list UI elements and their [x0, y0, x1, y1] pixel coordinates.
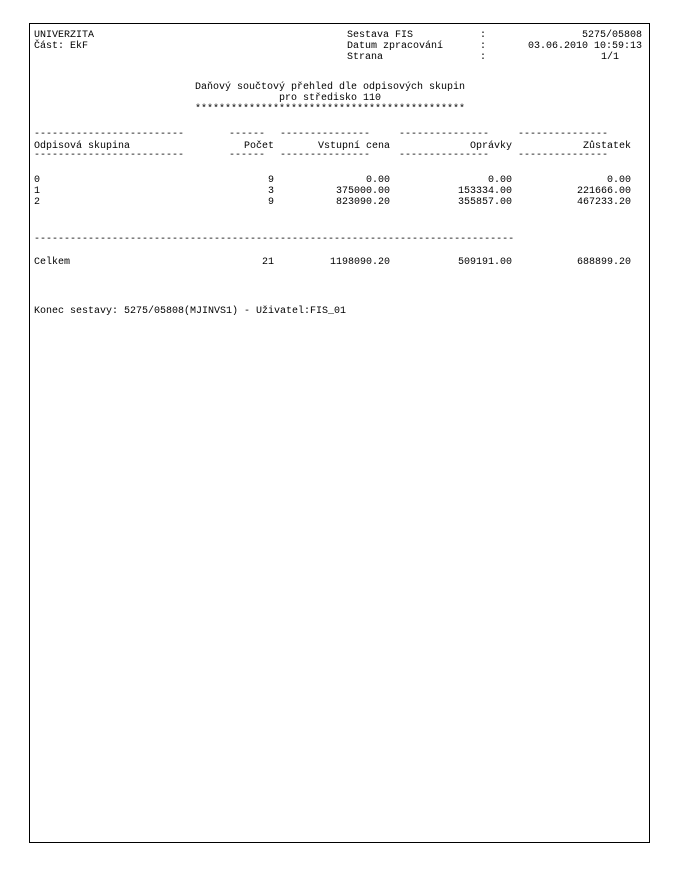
rule-deprec-top: ---------------: [399, 129, 490, 140]
column-header-group: Odpisová skupina: [34, 141, 131, 152]
total-count: 21: [261, 257, 274, 268]
rule-count-bottom: ------: [229, 150, 266, 161]
org-name: UNIVERZITA: [34, 30, 95, 41]
date-colon: :: [480, 41, 487, 52]
total-entry-price: 1198090.20: [329, 257, 390, 268]
page-label: Strana: [347, 52, 384, 63]
column-header-count: Počet: [243, 141, 274, 152]
rule-entry-top: ---------------: [280, 129, 371, 140]
processing-date: 03.06.2010 10:59:13: [527, 41, 642, 52]
report-title: Daňový součtový přehled dle odpisových skupin: [194, 82, 466, 93]
total-separator-dashes: --------------------------------------------------------------------------------: [34, 234, 515, 245]
total-balance: 688899.20: [576, 257, 631, 268]
cell-depreciation: 153334.00: [457, 186, 512, 197]
rule-balance-bottom: ---------------: [518, 150, 609, 161]
column-header-balance: Zůstatek: [582, 141, 631, 152]
table-row: [30, 175, 649, 186]
cell-depreciation: 0.00: [487, 175, 512, 186]
table-row: [30, 186, 649, 197]
date-label: Datum zpracování: [347, 41, 444, 52]
cell-entry-price: 823090.20: [335, 197, 390, 208]
cell-count: 9: [267, 197, 274, 208]
report-subtitle: pro středisko 110: [278, 93, 382, 104]
page-number: 1/1: [600, 52, 619, 63]
cell-entry-price: 375000.00: [335, 186, 390, 197]
cell-group: 1: [34, 186, 41, 197]
cell-balance: 0.00: [606, 175, 631, 186]
total-separator: [34, 234, 632, 245]
cell-group: 2: [34, 197, 41, 208]
rule-deprec-bottom: ---------------: [399, 150, 490, 161]
total-depreciation: 509191.00: [457, 257, 512, 268]
report-end-line: Konec sestavy: 5275/05808(MJINVS1) - Uživatel:FIS_01: [34, 306, 347, 317]
rule-group-bottom: -------------------------: [34, 150, 185, 161]
cell-count: 3: [267, 186, 274, 197]
report-page: [29, 23, 650, 843]
report-number: 5275/05808: [581, 30, 642, 41]
cell-entry-price: 0.00: [365, 175, 390, 186]
cell-group: 0: [34, 175, 41, 186]
total-label: Celkem: [34, 257, 71, 268]
rule-entry-bottom: ---------------: [280, 150, 371, 161]
column-header-entry-price: Vstupní cena: [317, 141, 390, 152]
table-row: [30, 197, 649, 208]
report-colon: :: [480, 30, 487, 41]
total-row: [30, 257, 649, 268]
report-label: Sestava FIS: [347, 30, 414, 41]
cell-count: 9: [267, 175, 274, 186]
rule-group-top: -------------------------: [34, 129, 185, 140]
cell-depreciation: 355857.00: [457, 197, 512, 208]
cell-balance: 467233.20: [576, 197, 631, 208]
title-underline: *********************************************: [194, 104, 466, 115]
column-header-depreciation: Oprávky: [469, 141, 512, 152]
rule-balance-top: ---------------: [518, 129, 609, 140]
report-part: Část: EkF: [34, 41, 89, 52]
page-colon: :: [480, 52, 487, 63]
rule-count-top: ------: [229, 129, 266, 140]
cell-balance: 221666.00: [576, 186, 631, 197]
